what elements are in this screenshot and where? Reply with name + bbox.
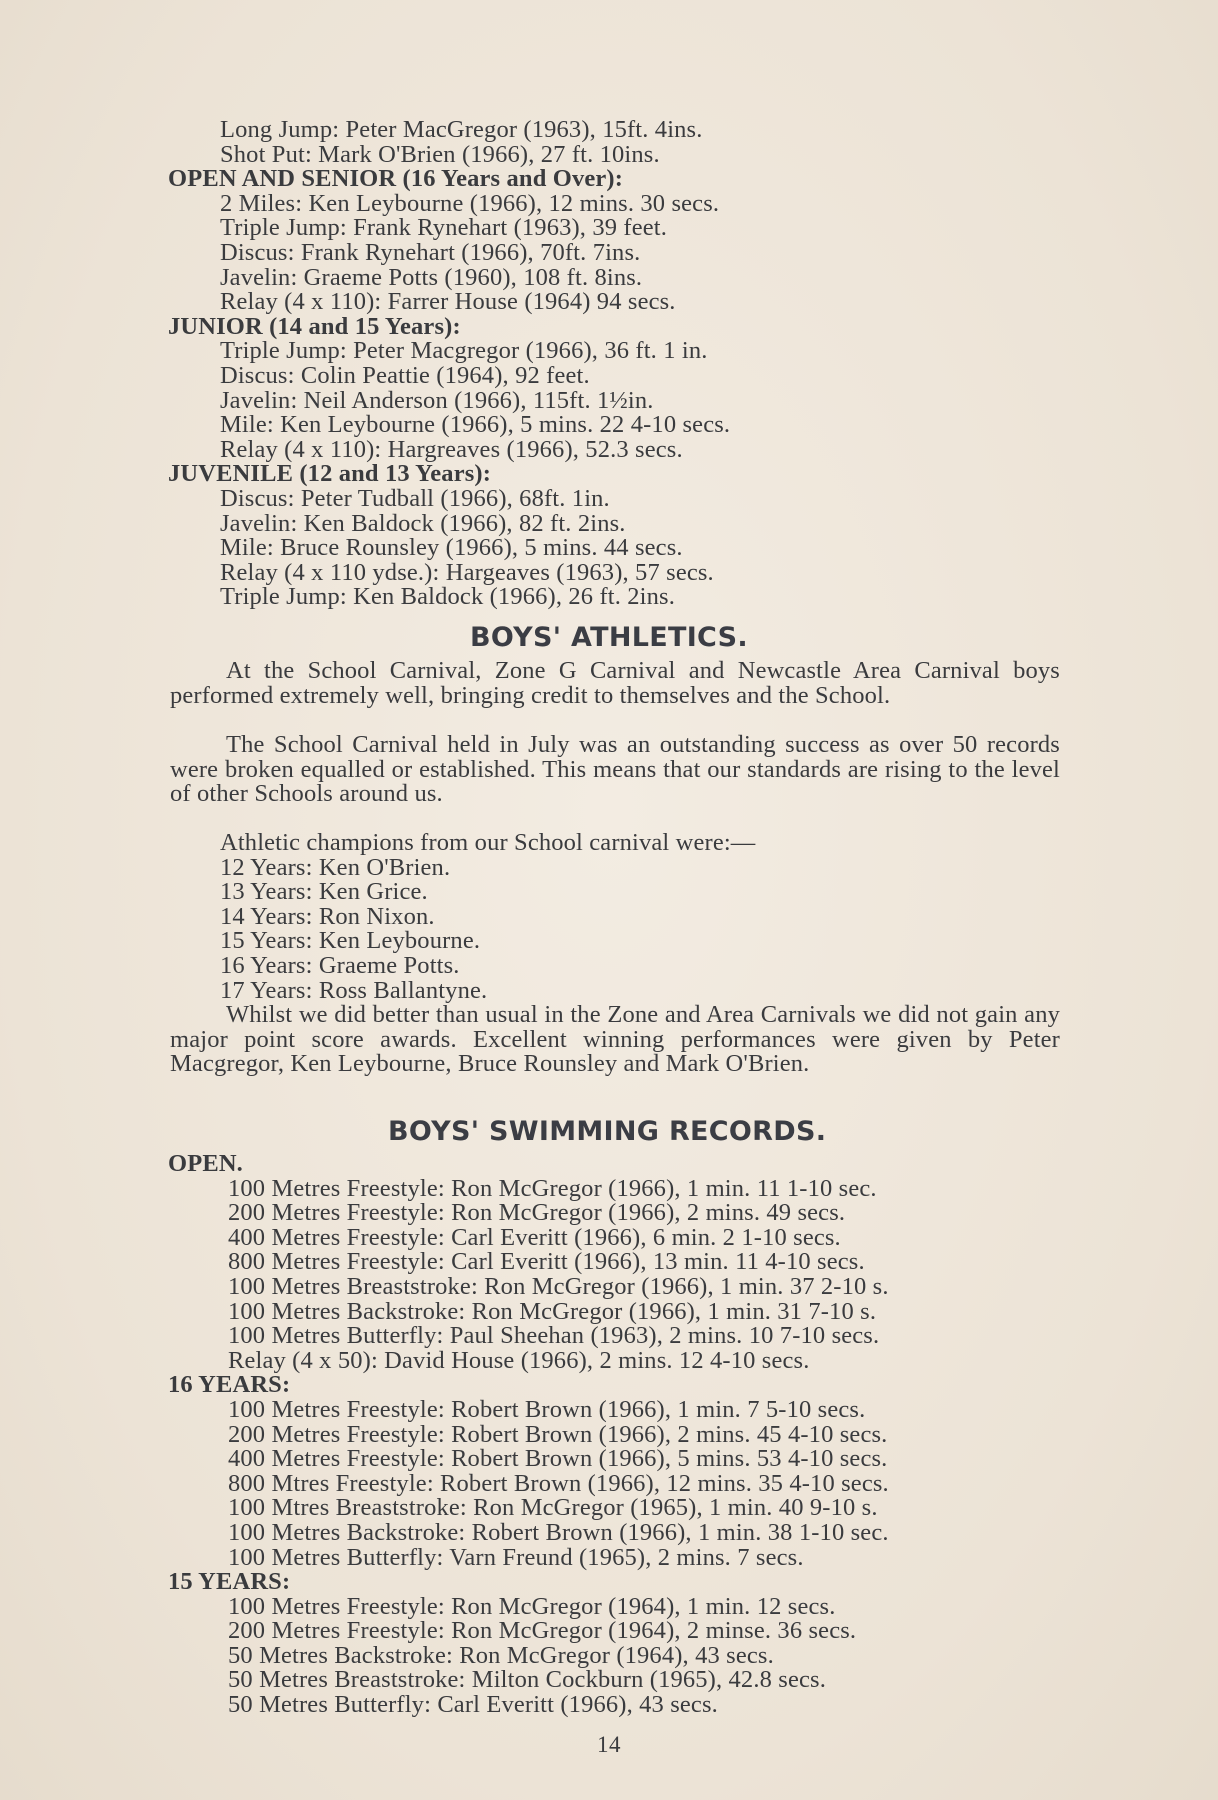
swim-record-line: Relay (4 x 50): David House (1966), 2 mins. 12 4-10 secs.: [228, 1346, 810, 1374]
champion-line: 17 Years: Ross Ballantyne.: [220, 976, 488, 1004]
swim-record-line: 100 Metres Butterfly: Paul Sheehan (1963), 2 mins. 10 7-10 secs.: [228, 1322, 880, 1350]
group-heading-open-senior: OPEN AND SENIOR (16 Years and Over):: [168, 165, 624, 193]
swim-record-line: 100 Metres Breaststroke: Ron McGregor (1966), 1 min. 37 2-10 s.: [228, 1272, 889, 1300]
swim-group-heading-15-years: 15 YEARS:: [168, 1568, 291, 1596]
swim-group-heading-open: OPEN.: [168, 1150, 243, 1177]
record-line: Shot Put: Mark O'Brien (1966), 27 ft. 10ins.: [220, 140, 660, 168]
swim-record-line: 50 Metres Backstroke: Ron McGregor (1964), 43 secs.: [228, 1641, 774, 1669]
group-heading-junior: JUNIOR (14 and 15 Years):: [168, 312, 461, 340]
record-line: 2 Miles: Ken Leybourne (1966), 12 mins. 30 secs.: [220, 189, 720, 217]
record-line: Discus: Colin Peattie (1964), 92 feet.: [220, 361, 590, 389]
champions-list: [0, 831, 1218, 1003]
champion-line: 16 Years: Graeme Potts.: [220, 951, 460, 979]
athletics-paragraph-3: [170, 1003, 1060, 1077]
record-line: Mile: Bruce Rounsley (1966), 5 mins. 44 secs.: [220, 534, 683, 562]
record-line: Relay (4 x 110): Farrer House (1964) 94 secs.: [220, 288, 676, 316]
swim-record-line: 800 Mtres Freestyle: Robert Brown (1966), 12 mins. 35 4-10 secs.: [228, 1469, 889, 1497]
swim-record-line: 100 Metres Butterfly: Varn Freund (1965), 2 mins. 7 secs.: [228, 1543, 804, 1571]
record-line: Triple Jump: Ken Baldock (1966), 26 ft. 2ins.: [220, 583, 675, 611]
athletics-paragraph-2-text: The School Carnival held in July was an outstanding success as over 50 records were broken equalled or established. This means that our standards are rising to the level of other Schools around us.: [170, 731, 1060, 808]
athletics-paragraph-1: [170, 659, 1060, 708]
swim-record-line: 200 Metres Freestyle: Robert Brown (1966), 2 mins. 45 4-10 secs.: [228, 1420, 888, 1448]
field-records-list: [0, 118, 1218, 610]
swim-record-line: 100 Metres Freestyle: Ron McGregor (1966), 1 min. 11 1-10 sec.: [228, 1174, 877, 1202]
record-line: Mile: Ken Leybourne (1966), 5 mins. 22 4-10 secs.: [220, 411, 731, 439]
swim-record-line: 50 Metres Breaststroke: Milton Cockburn (1965), 42.8 secs.: [228, 1666, 826, 1694]
record-line: Javelin: Ken Baldock (1966), 82 ft. 2ins.: [220, 509, 626, 537]
record-line: Triple Jump: Peter Macgregor (1966), 36 ft. 1 in.: [220, 337, 708, 365]
champion-line: 15 Years: Ken Leybourne.: [220, 927, 481, 955]
boys-athletics-title: BOYS' ATHLETICS.: [470, 622, 748, 653]
champion-line: 13 Years: Ken Grice.: [220, 878, 428, 906]
athletics-paragraph-3-text: Whilst we did better than usual in the Zone and Area Carnivals we did not gain any major point score awards. Excellent winning performances were given by Peter Macgregor, Ken Leybourne, Bruce Rounsley and Mark O'Brien.: [170, 1001, 1060, 1078]
record-line: Relay (4 x 110 ydse.): Hargeaves (1963), 57 secs.: [220, 558, 714, 586]
swim-record-line: 100 Metres Freestyle: Ron McGregor (1964), 1 min. 12 secs.: [228, 1592, 836, 1620]
athletics-paragraph-1-text: At the School Carnival, Zone G Carnival and Newcastle Area Carnival boys performed extremely well, bringing credit to themselves and the School.: [170, 657, 1060, 709]
athletics-paragraph-2: [170, 733, 1060, 807]
swim-record-line: 800 Metres Freestyle: Carl Everitt (1966), 13 min. 11 4-10 secs.: [228, 1248, 865, 1276]
swim-record-line: 200 Metres Freestyle: Ron McGregor (1964), 2 minse. 36 secs.: [228, 1617, 857, 1645]
champion-line: 14 Years: Ron Nixon.: [220, 902, 435, 930]
record-line: Javelin: Neil Anderson (1966), 115ft. 1½in.: [220, 386, 654, 414]
swim-record-line: 100 Metres Backstroke: Robert Brown (1966), 1 min. 38 1-10 sec.: [228, 1518, 889, 1546]
swim-record-line: 100 Metres Backstroke: Ron McGregor (1966), 1 min. 31 7-10 s.: [228, 1297, 877, 1325]
swim-record-line: 50 Metres Butterfly: Carl Everitt (1966), 43 secs.: [228, 1691, 718, 1719]
swimming-records-list: [0, 1152, 1218, 1718]
swim-record-line: 100 Mtres Breaststroke: Ron McGregor (1965), 1 min. 40 9-10 s.: [228, 1494, 878, 1522]
swim-record-line: 100 Metres Freestyle: Robert Brown (1966), 1 min. 7 5-10 secs.: [228, 1395, 866, 1423]
boys-swimming-title: BOYS' SWIMMING RECORDS.: [388, 1116, 827, 1147]
record-line: Triple Jump: Frank Rynehart (1963), 39 feet.: [220, 214, 668, 242]
swim-group-heading-16-years: 16 YEARS:: [168, 1371, 291, 1399]
record-line: Discus: Peter Tudball (1966), 68ft. 1in.: [220, 484, 610, 512]
record-line: Long Jump: Peter MacGregor (1963), 15ft. 4ins.: [220, 116, 703, 143]
record-line: Discus: Frank Rynehart (1966), 70ft. 7ins.: [220, 238, 641, 266]
champion-line: 12 Years: Ken O'Brien.: [220, 853, 451, 881]
swim-record-line: 200 Metres Freestyle: Ron McGregor (1966), 2 mins. 49 secs.: [228, 1199, 846, 1227]
swim-record-line: 400 Metres Freestyle: Carl Everitt (1966), 6 min. 2 1-10 secs.: [228, 1223, 841, 1251]
swim-record-line: 400 Metres Freestyle: Robert Brown (1966), 5 mins. 53 4-10 secs.: [228, 1445, 888, 1473]
record-line: Relay (4 x 110): Hargreaves (1966), 52.3 secs.: [220, 435, 683, 463]
champions-intro: Athletic champions from our School carnival were:—: [220, 829, 756, 856]
group-heading-juvenile: JUVENILE (12 and 13 Years):: [168, 460, 492, 488]
record-line: Javelin: Graeme Potts (1960), 108 ft. 8ins.: [220, 263, 643, 291]
page-number: 14: [597, 1732, 621, 1757]
